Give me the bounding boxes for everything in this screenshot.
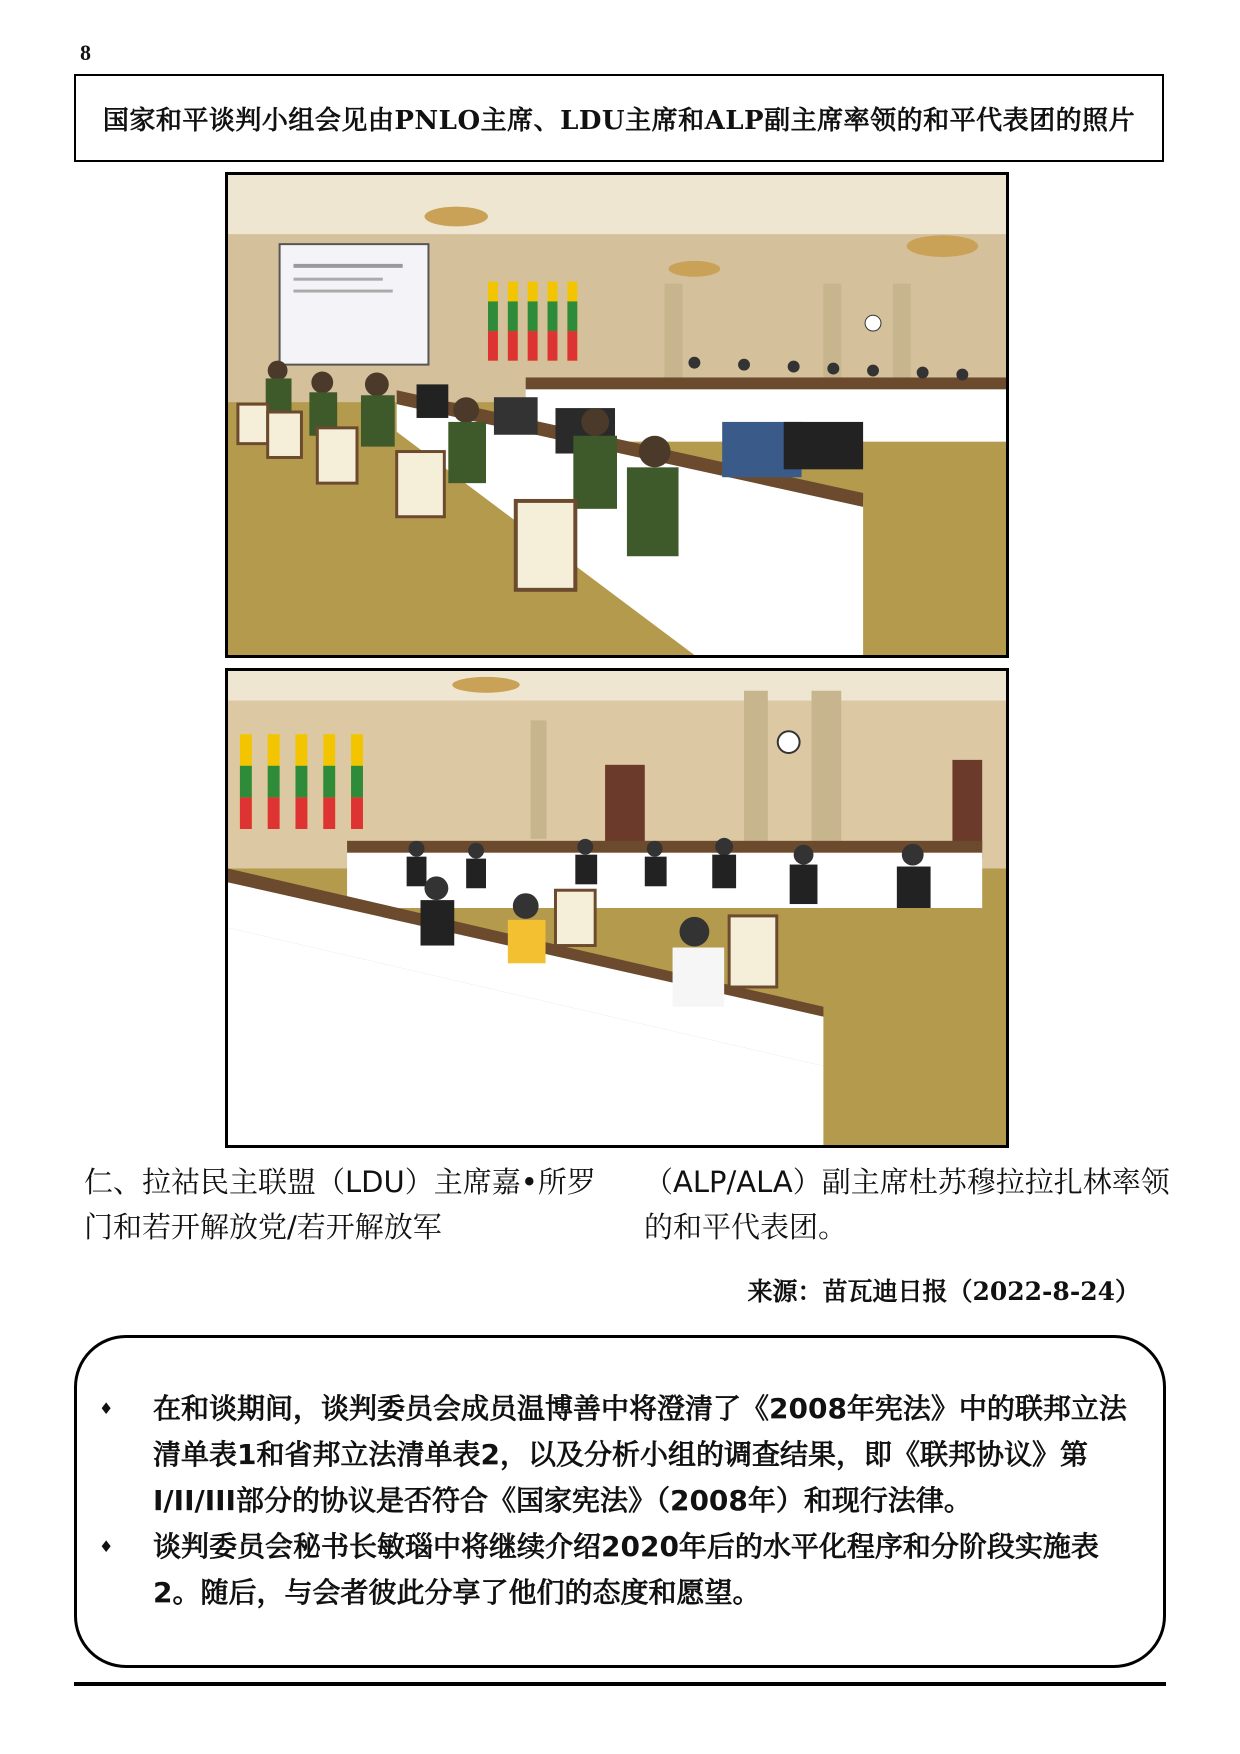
photo-caption-right: （ALP/ALA）副主席杜苏穆拉拉扎林率领的和平代表团。 bbox=[644, 1165, 1170, 1244]
photo-caption-left: 仁、拉祜民主联盟（LDU）主席嘉•所罗门和若开解放党/若开解放军 bbox=[84, 1165, 596, 1244]
source-citation: 来源：苗瓦迪日报（2022-8-24） bbox=[747, 1277, 1140, 1306]
diamond-bullet-icon: ♦ bbox=[99, 1399, 114, 1418]
title-box bbox=[74, 74, 1164, 162]
note-item bbox=[99, 1524, 1133, 1616]
meeting-photo-1 bbox=[225, 172, 1009, 658]
summary-note-box bbox=[74, 1335, 1166, 1668]
meeting-photo-2 bbox=[225, 668, 1009, 1148]
note-item bbox=[99, 1386, 1133, 1524]
page-number: 8 bbox=[80, 40, 91, 65]
note-text: 谈判委员会秘书长敏瑙中将继续介绍2020年后的水平化程序和分阶段实施表2。随后，与会者彼此分享了他们的态度和愿望。 bbox=[153, 1530, 1099, 1609]
bottom-divider bbox=[74, 1682, 1166, 1686]
diamond-bullet-icon: ♦ bbox=[99, 1537, 114, 1556]
note-text: 在和谈期间，谈判委员会成员温博善中将澄清了《2008年宪法》中的联邦立法清单表1和省邦立法清单表2，以及分析小组的调查结果，即《联邦协议》第I/II/III部分的协议是否符合《国家宪法》（2008年）和现行法律。 bbox=[153, 1392, 1127, 1517]
page-title: 国家和平谈判小组会见由PNLO主席、LDU主席和ALP副主席率领的和平代表团的照片 bbox=[102, 105, 1136, 136]
